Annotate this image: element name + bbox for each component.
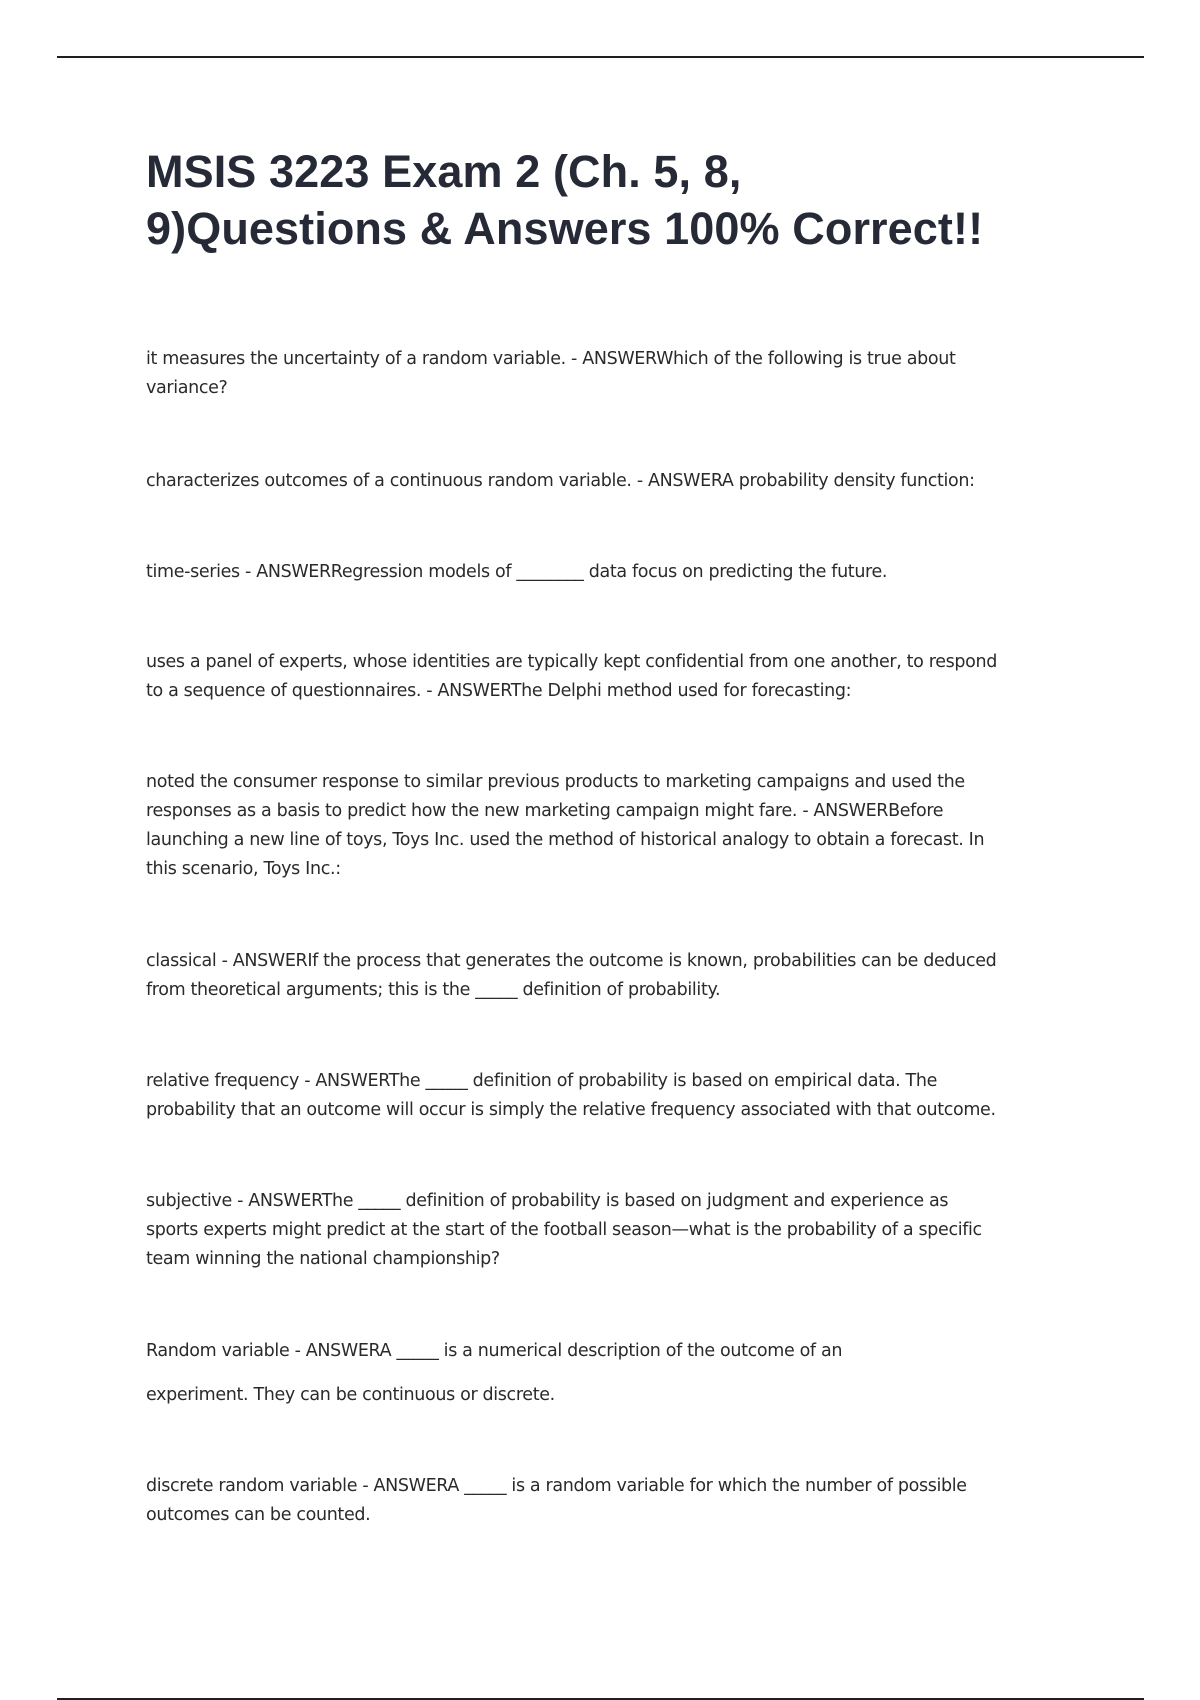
- qa-entry: [146, 1337, 1066, 1410]
- qa-entry: [146, 467, 1066, 496]
- qa-line: responses as a basis to predict how the new marketing campaign might fare. - ANSWERBefore: [146, 801, 944, 821]
- qa-entry: [146, 648, 1066, 706]
- qa-line: launching a new line of toys, Toys Inc. used the method of historical analogy to obtain a forecast. In: [146, 830, 985, 850]
- qa-entry: [146, 1187, 1066, 1274]
- qa-line: uses a panel of experts, whose identities are typically kept confidential from one another, to respond: [146, 652, 998, 672]
- qa-entry: [146, 1472, 1066, 1530]
- qa-line: sports experts might predict at the start of the football season—what is the probability of a specific: [146, 1220, 982, 1240]
- qa-line: from theoretical arguments; this is the _____ definition of probability.: [146, 980, 721, 1000]
- qa-line: classical - ANSWERIf the process that generates the outcome is known, probabilities can be deduced: [146, 951, 997, 971]
- qa-line: Random variable - ANSWERA _____ is a numerical description of the outcome of an: [146, 1341, 843, 1361]
- qa-line: it measures the uncertainty of a random variable. - ANSWERWhich of the following is true about: [146, 349, 956, 369]
- qa-entry: [146, 558, 1066, 587]
- title-line: MSIS 3223 Exam 2 (Ch. 5, 8,: [146, 146, 742, 197]
- qa-line: experiment. They can be continuous or discrete.: [146, 1385, 555, 1405]
- qa-entry: [146, 1067, 1066, 1125]
- qa-entry: [146, 768, 1066, 884]
- qa-line: outcomes can be counted.: [146, 1505, 371, 1525]
- qa-line: characterizes outcomes of a continuous random variable. - ANSWERA probability density function:: [146, 471, 975, 491]
- qa-entry: [146, 947, 1066, 1005]
- qa-line: to a sequence of questionnaires. - ANSWERThe Delphi method used for forecasting:: [146, 681, 852, 701]
- qa-entry: [146, 345, 1066, 403]
- qa-line: this scenario, Toys Inc.:: [146, 859, 341, 879]
- page-title: [146, 143, 1086, 257]
- qa-line: probability that an outcome will occur is simply the relative frequency associated with that outcome.: [146, 1100, 996, 1120]
- qa-line: relative frequency - ANSWERThe _____ definition of probability is based on empirical data. The: [146, 1071, 938, 1091]
- qa-line: noted the consumer response to similar previous products to marketing campaigns and used the: [146, 772, 965, 792]
- title-line: 9)Questions & Answers 100% Correct!!: [146, 203, 984, 254]
- qa-line: team winning the national championship?: [146, 1249, 500, 1269]
- top-divider: [57, 56, 1144, 58]
- qa-line: variance?: [146, 378, 228, 398]
- qa-line: time-series - ANSWERRegression models of ________ data focus on predicting the future.: [146, 562, 888, 582]
- qa-line: subjective - ANSWERThe _____ definition of probability is based on judgment and experience as: [146, 1191, 949, 1211]
- qa-line: discrete random variable - ANSWERA _____ is a random variable for which the number of possible: [146, 1476, 967, 1496]
